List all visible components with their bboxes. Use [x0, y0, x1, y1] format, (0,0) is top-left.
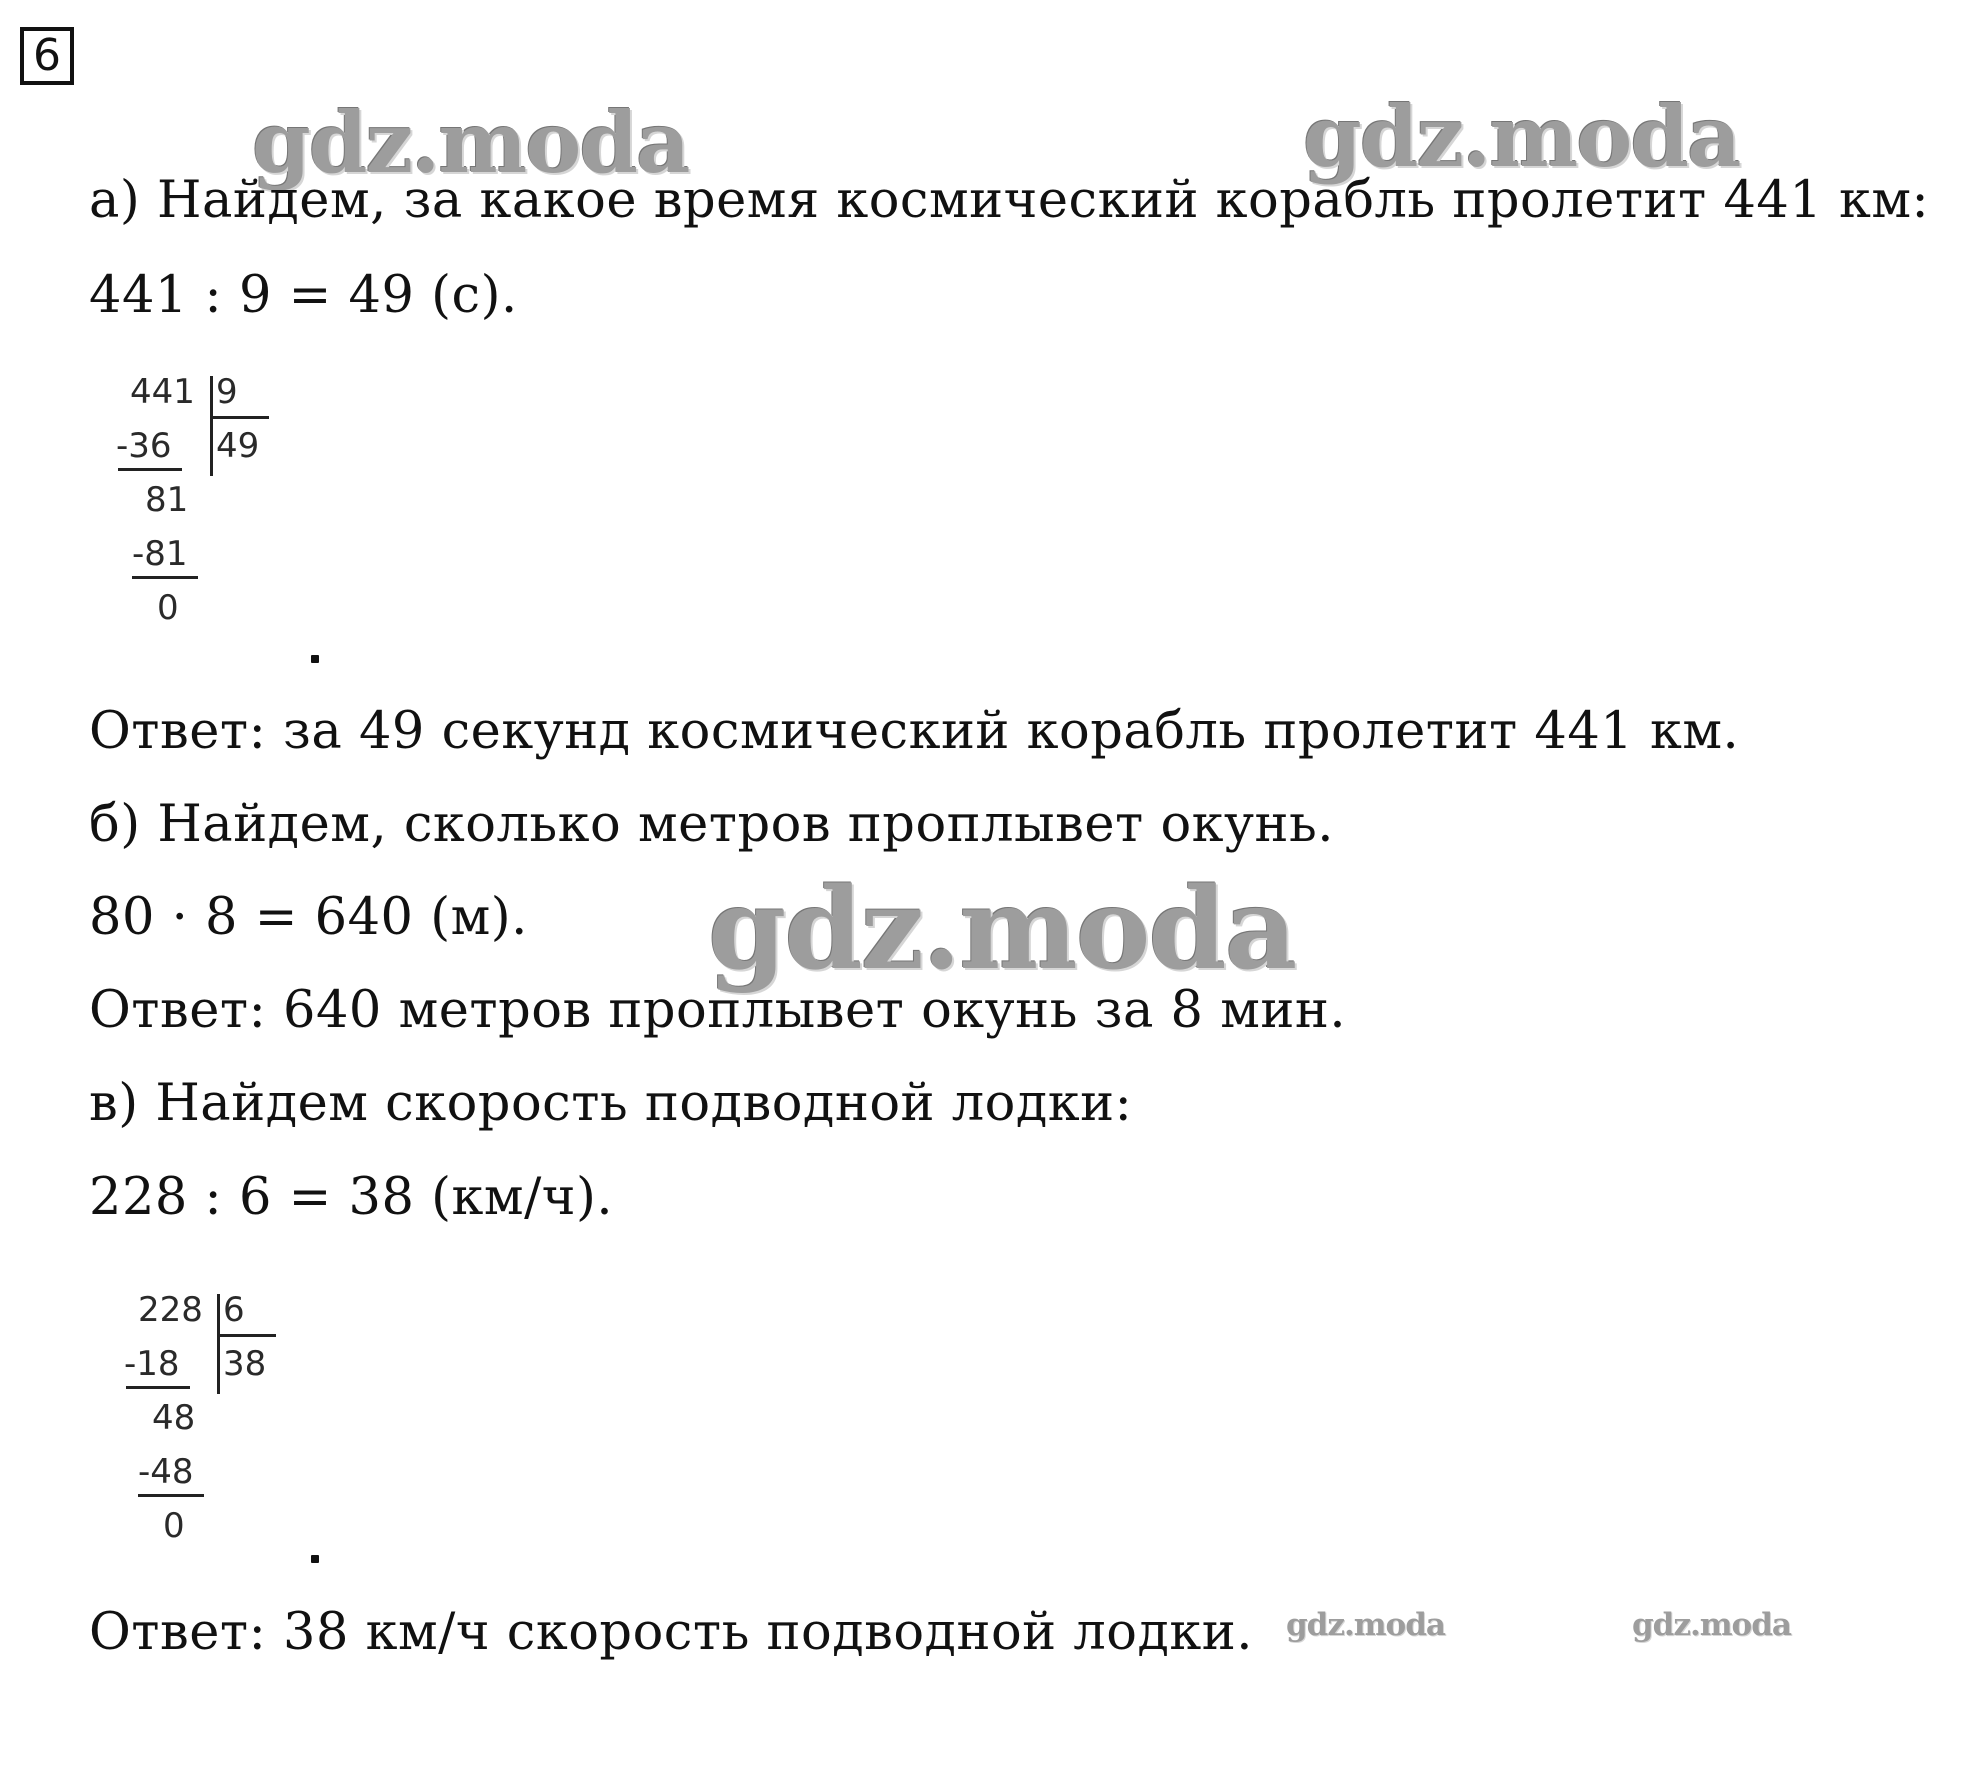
divisor: 6 — [223, 1290, 245, 1330]
step-subtrahend: -48 — [138, 1452, 194, 1492]
step-underline — [132, 576, 198, 579]
part-c-intro: в) Найдем скорость подводной лодки: — [89, 1074, 1133, 1133]
dividend: 228 — [138, 1290, 203, 1330]
divisor: 9 — [216, 372, 238, 412]
part-b-answer: Ответ: 640 метров проплывет окунь за 8 мин. — [89, 981, 1347, 1040]
step-subtrahend: -81 — [132, 534, 188, 574]
part-b-equation: 80 · 8 = 640 (м). — [89, 888, 528, 947]
watermark-logo: gdz.moda — [252, 93, 689, 192]
step-remainder: 81 — [145, 480, 189, 520]
watermark-logo: gdz.moda — [1286, 1607, 1445, 1643]
final-remainder: 0 — [157, 588, 179, 628]
task-number-badge: 6 — [20, 27, 74, 85]
long-division-c — [118, 1290, 318, 1560]
part-a-equation: 441 : 9 = 49 (с). — [89, 266, 518, 325]
final-remainder: 0 — [163, 1506, 185, 1546]
division-vertical-rule — [217, 1294, 220, 1394]
part-b-intro: б) Найдем, сколько метров проплывет окунь. — [89, 795, 1334, 854]
period-mark — [311, 655, 319, 663]
long-division-a — [110, 372, 310, 642]
step-remainder: 48 — [152, 1398, 196, 1438]
watermark-logo: gdz.moda — [1632, 1607, 1791, 1643]
period-mark — [311, 1555, 319, 1563]
dividend: 441 — [130, 372, 195, 412]
divisor-underline — [211, 416, 269, 419]
step-subtrahend: -36 — [116, 426, 172, 466]
part-a-answer: Ответ: за 49 секунд космический корабль пролетит 441 км. — [89, 702, 1740, 761]
division-vertical-rule — [210, 376, 213, 476]
quotient: 49 — [216, 426, 260, 466]
part-c-answer: Ответ: 38 км/ч скорость подводной лодки. — [89, 1603, 1253, 1662]
step-subtrahend: -18 — [124, 1344, 180, 1384]
step-underline — [138, 1494, 204, 1497]
watermark-logo: gdz.moda — [708, 864, 1296, 995]
quotient: 38 — [223, 1344, 267, 1384]
step-underline — [126, 1386, 190, 1389]
part-c-equation: 228 : 6 = 38 (км/ч). — [89, 1168, 614, 1227]
divisor-underline — [218, 1334, 276, 1337]
part-a-intro: а) Найдем, за какое время космический корабль пролетит 441 км: — [89, 171, 1930, 230]
step-underline — [118, 468, 182, 471]
watermark-logo: gdz.moda — [1303, 87, 1740, 186]
